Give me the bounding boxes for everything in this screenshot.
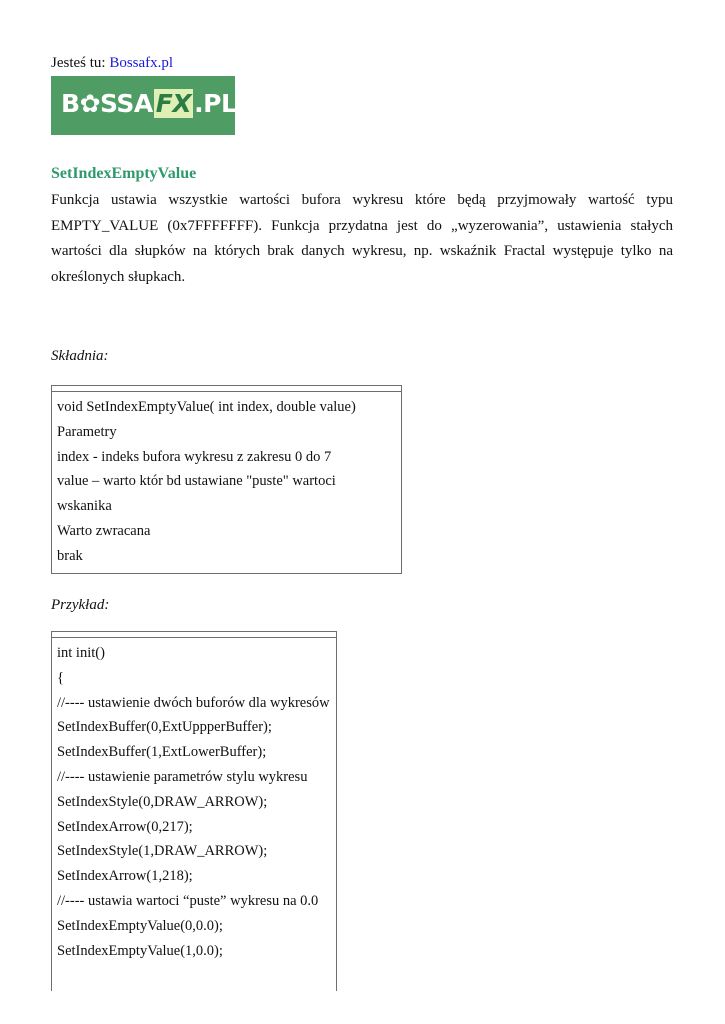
breadcrumb-home-link[interactable]: Bossafx.pl <box>109 55 174 71</box>
article-title: SetIndexEmptyValue <box>51 165 197 182</box>
logo-wordmark: B✿SSA FX .PL <box>61 89 237 118</box>
code-line: //---- ustawienie parametrów stylu wykresu <box>57 768 308 785</box>
code-line: SetIndexEmptyValue(0,0.0); <box>57 917 223 934</box>
code-line: { <box>57 669 64 686</box>
code-line: brak <box>57 547 83 564</box>
syntax-lines <box>52 392 401 569</box>
code-line: SetIndexArrow(1,218); <box>57 868 193 885</box>
syntax-label: Składnia: <box>51 348 109 364</box>
example-lines <box>52 638 336 963</box>
code-line: Warto zwracana <box>57 522 151 539</box>
code-line: SetIndexStyle(1,DRAW_ARROW); <box>57 843 268 860</box>
clover-icon: ✿ <box>79 89 101 118</box>
code-line: SetIndexArrow(0,217); <box>57 818 193 835</box>
code-line: SetIndexBuffer(0,ExtUppperBuffer); <box>57 719 272 736</box>
code-line: int init() <box>57 645 105 661</box>
code-line: //---- ustawienie dwóch buforów dla wykresów <box>57 694 330 711</box>
code-line: wskanika <box>57 498 112 515</box>
code-line: void SetIndexEmptyValue( int index, double value) <box>57 399 356 415</box>
code-line: //---- ustawia wartoci “puste” wykresu na 0.0 <box>57 892 319 909</box>
breadcrumb <box>51 53 173 73</box>
example-code-box <box>51 631 337 991</box>
bossafx-logo[interactable] <box>51 76 235 135</box>
syntax-box <box>51 385 402 574</box>
code-line: SetIndexEmptyValue(1,0.0); <box>57 942 223 959</box>
code-line: Parametry <box>57 423 117 440</box>
code-line: value – warto któr bd ustawiane "puste" wartoci <box>57 473 336 490</box>
article-description: Funkcja ustawia wszystkie wartości bufora wykresu które będą przyjmowały wartość typu EMPTY_VALUE (0x7FFFFFFF). Funkcja przydatna jest do „wyzerowania”, ustawienia stałych wartości dla słupków na których brak danych wykresu, np. wskaźnik Fractal występuje tylko na określonych słupkach. <box>51 192 673 285</box>
code-line: SetIndexBuffer(1,ExtLowerBuffer); <box>57 744 267 761</box>
example-label: Przykład: <box>51 597 110 613</box>
code-line: SetIndexStyle(0,DRAW_ARROW); <box>57 793 268 810</box>
breadcrumb-prefix: Jesteś tu: <box>51 55 106 71</box>
code-line: index - indeks bufora wykresu z zakresu 0 do 7 <box>57 448 332 465</box>
